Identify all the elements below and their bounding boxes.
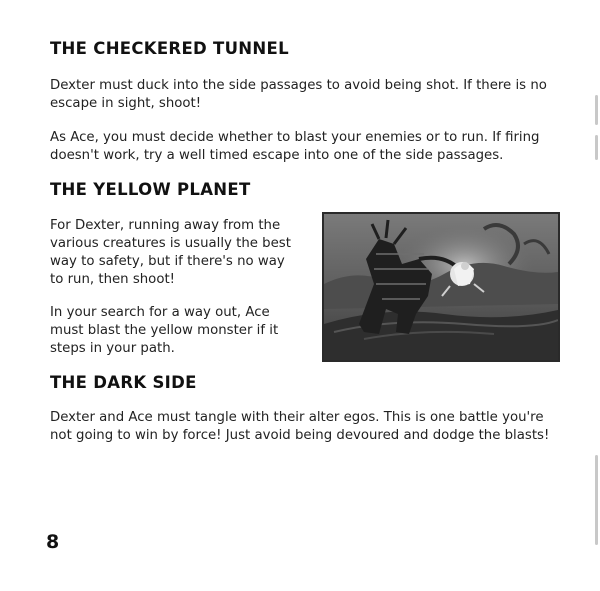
page-edge-mark [595,95,598,125]
page-edge-mark [595,135,598,160]
section-heading-checkered-tunnel: THE CHECKERED TUNNEL [50,39,289,58]
section-paragraph: For Dexter, running away from the various creatures is usually the best way to safety, but if there's no way to run, then shoot! [50,218,291,287]
yellow-planet-monster-scene [324,214,558,360]
page-edge-mark [595,455,598,545]
section-paragraph: In your search for a way out, Ace must blast the yellow monster if it steps in your path. [50,305,279,356]
section-heading-dark-side: THE DARK SIDE [50,373,197,392]
section-paragraph: As Ace, you must decide whether to blast your enemies or to run. If firing doesn't work, try a well timed escape into one of the side passages. [50,130,540,163]
page-number: 8 [46,531,60,553]
section-paragraph: Dexter must duck into the side passages to avoid being shot. If there is no escape in sight, shoot! [50,78,547,111]
game-screenshot-image [322,212,560,362]
section-heading-yellow-planet: THE YELLOW PLANET [50,180,251,199]
section-paragraph: Dexter and Ace must tangle with their alter egos. This is one battle you're not going to win by force! Just avoid being devoured and dodge the blasts! [50,410,550,443]
